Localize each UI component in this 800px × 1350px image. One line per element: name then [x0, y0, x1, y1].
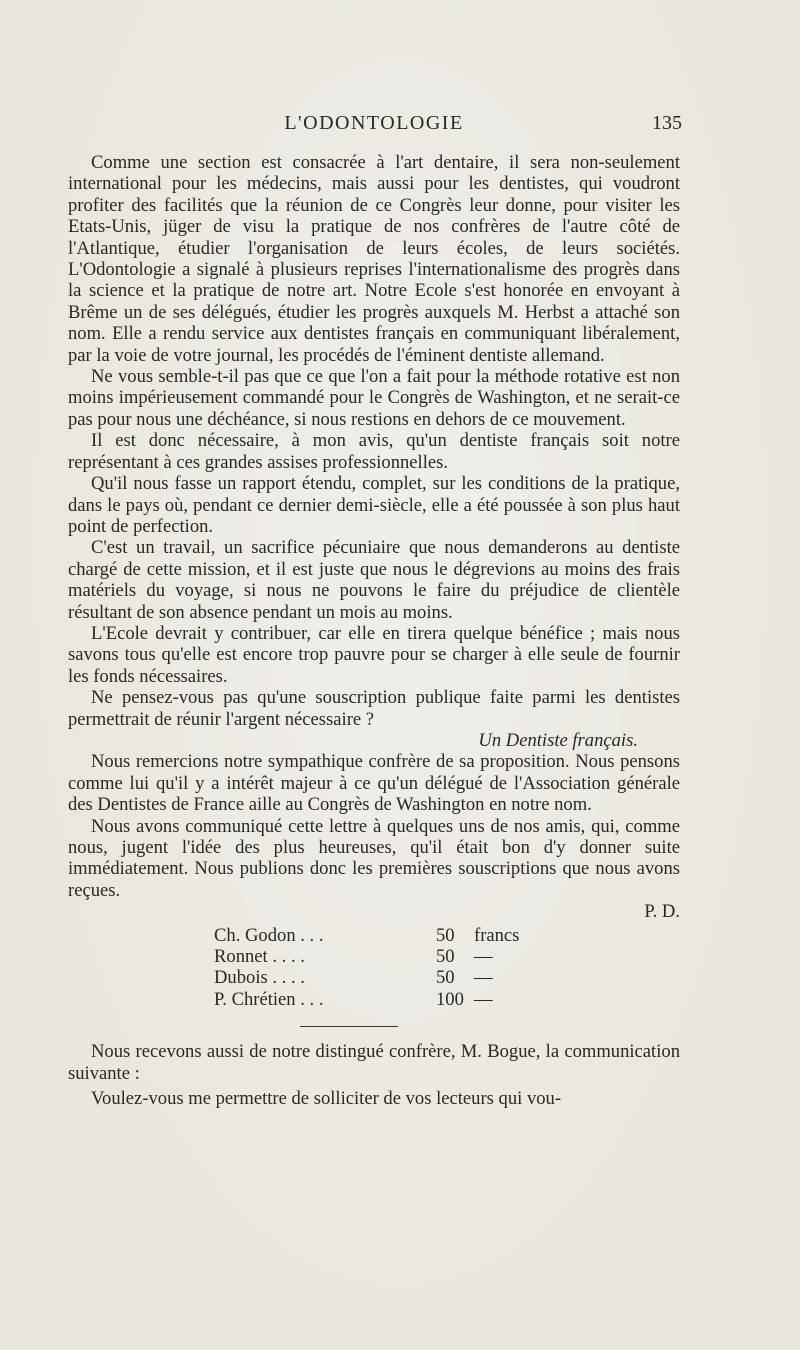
subscription-unit: — — [474, 946, 493, 968]
paragraph: Ne vous semble-t-il pas que ce que l'on a fait pour la méthode rotative est non moins impérieusement commandé pour le Congrès de Washington, et ne serait-ce pas pour nous une déchéance, si nous restions en dehors de ce mouvement. — [68, 366, 680, 430]
editor-signature: P. D. — [644, 901, 680, 923]
subscription-amount: 100 — [436, 988, 464, 1010]
section-divider — [300, 1026, 398, 1027]
paragraph: Ne pensez-vous pas qu'une souscription publique faite parmi les dentistes permettrait de réunir l'argent nécessaire ? — [68, 687, 680, 730]
closing-paragraph: Voulez-vous me permettre de solliciter de vos lecteurs qui vou- — [91, 1088, 562, 1110]
paragraph: Il est donc nécessaire, à mon avis, qu'un dentiste français soit notre représentant à ces grandes assises professionnelles. — [68, 430, 680, 473]
article-body — [68, 152, 680, 1109]
subscription-amount: 50 — [436, 924, 455, 946]
editor-paragraph: Nous remercions notre sympathique confrère de sa proposition. Nous pensons comme lui qu'il y a intérêt majeur à ce qu'un délégué de l'Association générale des Dentistes de France aille au Congrès de Washington en notre nom. — [68, 751, 680, 816]
subscription-row — [214, 967, 519, 988]
page-header — [68, 112, 680, 142]
paragraph: L'Ecole devrait y contribuer, car elle en tirera quelque bénéfice ; mais nous savons tous qu'elle est encore trop pauvre pour se charger à elle seule de fournir les fonds nécessaires. — [68, 622, 680, 687]
subscription-row — [214, 989, 519, 1010]
paragraph: Qu'il nous fasse un rapport étendu, complet, sur les conditions de la pratique, dans le pays où, pendant ce dernier demi-siècle, elle a été poussée à son plus haut point de perfection. — [68, 473, 680, 537]
running-title: L'ODONTOLOGIE — [284, 112, 464, 134]
subscriber-name: P. Chrétien . . . — [214, 988, 324, 1010]
subscription-list — [214, 925, 519, 1011]
page-number: 135 — [652, 112, 682, 134]
subscriber-name: Ch. Godon . . . — [214, 924, 324, 946]
paragraph: C'est un travail, un sacrifice pécuniaire que nous demanderons au dentiste chargé de cette mission, et il est juste que nous le dégrevions au moins des frais matériels du voyage, si nous ne pouvons le faire du préjudice de clientèle résultant de son absence pendant un mois au moins. — [68, 537, 680, 623]
closing-paragraph: Nous recevons aussi de notre distingué confrère, M. Bogue, la communication suivante : — [68, 1041, 680, 1084]
subscriber-name: Ronnet . . . . — [214, 946, 305, 968]
paragraph: Comme une section est consacrée à l'art dentaire, il sera non-seulement international pour les médecins, mais aussi pour les dentistes, qui voudront profiter des facilités que la réunion de ce Congrès leur donne, pour visiter les Etats-Unis, jüger de visu la pratique de nos confrères de l'autre côté de l'Atlantique, étudier l'organisation de leurs écoles, de leurs sociétés. L'Odontologie a signalé à plusieurs reprises l'internationalisme des progrès dans la science et la pratique de notre art. Notre Ecole s'est honorée en envoyant à Brême un de ses délégués, étudier les progrès auxquels M. Herbst a attaché son nom. Elle a rendu service aux dentistes français en communiquant libéralement, par la voie de votre journal, les procédés de l'éminent dentiste allemand. — [68, 152, 680, 366]
subscription-amount: 50 — [436, 946, 455, 968]
subscription-row — [214, 946, 519, 967]
editor-paragraph: Nous avons communiqué cette lettre à quelques uns de nos amis, qui, comme nous, jugent l'idée des plus heureuses, qu'il était bon d'y donner suite immédiatement. Nous publions donc les premières souscriptions que nous avons reçues. — [68, 815, 680, 901]
subscription-row — [214, 925, 519, 946]
subscriber-name: Dubois . . . . — [214, 967, 305, 989]
subscription-unit: — — [474, 967, 493, 989]
subscription-amount: 50 — [436, 967, 455, 989]
letter-signature: Un Dentiste français. — [478, 729, 638, 751]
subscription-unit: francs — [474, 924, 520, 946]
subscription-unit: — — [474, 988, 493, 1010]
